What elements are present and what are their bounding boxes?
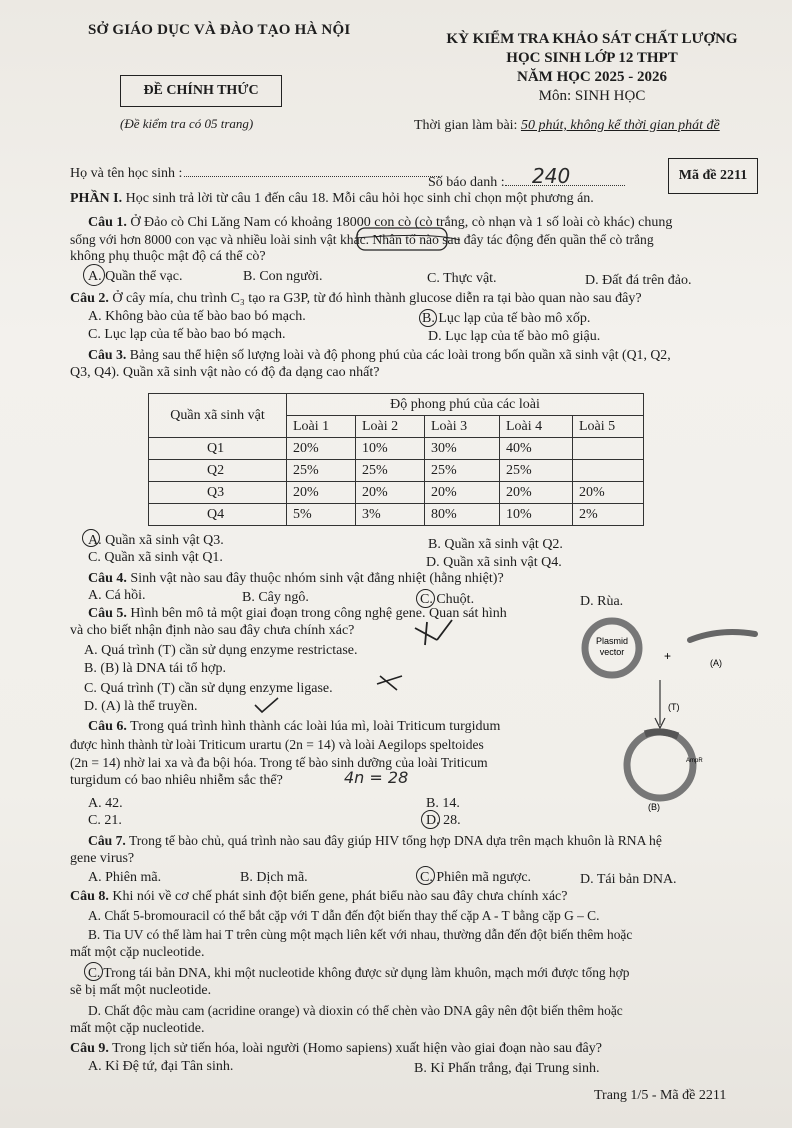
q6-option-d: D. 28.	[426, 813, 461, 828]
page-footer: Trang 1/5 - Mã đề 2211	[594, 1088, 727, 1103]
q6-line1	[88, 718, 500, 735]
q7-option-b: B. Dịch mã.	[240, 870, 308, 885]
q7-line1	[88, 832, 662, 849]
q8-option-b-line1: B. Tia UV có thể làm hai T trên cùng một mạch liên kết với nhau, thường dẫn đến đột biến thêm hoặc	[88, 927, 633, 942]
q6-line3: (2n = 14) nhờ lai xa và đa bội hóa. Trong tế bào sinh dưỡng của loài Triticum	[70, 755, 488, 770]
table-cell: 20%	[500, 482, 573, 504]
table-cell: 10%	[500, 504, 573, 526]
table-cell: 3%	[356, 504, 425, 526]
q5-line2: và cho biết nhận định nào sau đây chưa chính xác?	[70, 623, 355, 638]
q6-number: Câu 6.	[88, 719, 127, 734]
recombinant-circle	[627, 732, 693, 798]
vector-label: vector	[599, 647, 625, 657]
answer-circle-mark	[416, 866, 435, 885]
section-title: PHẦN I.	[70, 191, 123, 206]
table-cell: 25%	[425, 460, 500, 482]
department-name: SỞ GIÁO DỤC VÀ ĐÀO TẠO HÀ NỘI	[88, 22, 351, 38]
q1-option-a: A. Quần thể vạc.	[88, 269, 183, 284]
q4-option-d: D. Rùa.	[580, 594, 624, 609]
q9-line1	[70, 1040, 602, 1057]
student-id-handwritten: 240	[532, 164, 571, 188]
dna-fragment	[690, 632, 755, 640]
table-cell: 10%	[356, 438, 425, 460]
q8-option-d-line1: D. Chất độc màu cam (acridine orange) và dioxin có thể chèn vào DNA gây nên đột biến thêm hoặc	[88, 1003, 623, 1018]
table-row-label: Q1	[149, 438, 287, 460]
q5-text1: Hình bên mô tả một giai đoạn trong công nghệ gene. Quan sát hình	[130, 606, 507, 621]
table-cell: 25%	[287, 460, 356, 482]
exam-code-box: Mã đề 2211	[668, 158, 758, 194]
q4-option-c: C. Chuột.	[420, 592, 475, 607]
answer-circle-mark	[421, 810, 440, 829]
q8-option-a: A. Chất 5-bromouracil có thể bắt cặp với T dẫn đến đột biến thay thế cặp A - T bằng cặp G – C.	[88, 908, 600, 923]
q9-option-a: A. Kỉ Đệ tứ, đại Tân sinh.	[88, 1059, 234, 1074]
q7-number: Câu 7.	[88, 833, 126, 848]
q8-option-c-line1: C. Trong tái bản DNA, khi một nucleotide không được sử dụng làm khuôn, mạch mới được tổng hợp	[88, 965, 630, 980]
q7-text1: Trong tế bào chủ, quá trình nào sau đây giúp HIV tổng hợp DNA dựa trên mạch khuôn là RNA hệ	[128, 833, 662, 848]
q4-option-b: B. Cây ngô.	[242, 590, 309, 605]
table-cell: 40%	[500, 438, 573, 460]
q1-text1: Ở Đảo cò Chi Lăng Nam có khoảng 18000 con cò (cò trắng, cò nhạn và 1 số loài cò khác) chung	[130, 215, 673, 230]
subject: Môn: SINH HỌC	[538, 88, 646, 104]
plus-sign: +	[664, 649, 672, 663]
table-cell: 5%	[287, 504, 356, 526]
table-cell: 25%	[500, 460, 573, 482]
pen-box-mark	[357, 228, 447, 250]
inserted-fragment	[645, 732, 678, 736]
exam-level: HỌC SINH LỚP 12 THPT	[506, 50, 678, 66]
time-label: Thời gian làm bài:	[414, 118, 518, 133]
q2-number: Câu 2.	[70, 291, 109, 306]
q6-line4: turgidum có bao nhiêu nhiễm sắc thể?	[70, 773, 283, 788]
plasmid-label: Plasmid	[595, 636, 629, 646]
q1-number: Câu 1.	[88, 215, 127, 230]
q7-option-c: C. Phiên mã ngược.	[420, 870, 532, 885]
q6-option-a: A. 42.	[88, 796, 123, 811]
q4-text1: Sinh vật nào sau đây thuộc nhóm sinh vật đẳng nhiệt (hằng nhiệt)?	[130, 571, 504, 586]
time-value: 50 phút, không kể thời gian phát đề	[520, 118, 720, 133]
table-header-community: Quần xã sinh vật	[149, 394, 287, 438]
q5-option-d: D. (A) là thể truyền.	[84, 699, 198, 714]
table-row-label: Q4	[149, 504, 287, 526]
q9-text1: Trong lịch sử tiến hóa, loài người (Homo sapiens) xuất hiện vào giai đoạn nào sau đây?	[112, 1041, 602, 1056]
q7-option-a: A. Phiên mã.	[88, 870, 162, 885]
table-row-label: Q3	[149, 482, 287, 504]
q3-option-a: A. Quần xã sinh vật Q3.	[88, 533, 224, 548]
table-cell: 25%	[356, 460, 425, 482]
table-cell: 20%	[287, 438, 356, 460]
q8-number: Câu 8.	[70, 889, 109, 904]
q5-number: Câu 5.	[88, 606, 127, 621]
q3-option-b: B. Quần xã sinh vật Q2.	[428, 537, 563, 552]
pen-cross-mark	[415, 620, 452, 645]
section-instructions: Học sinh trả lời từ câu 1 đến câu 18. Mỗi câu hỏi học sinh chỉ chọn một phương án.	[125, 191, 594, 206]
student-id-label: Số báo danh :	[428, 175, 505, 190]
pages-note: (Đề kiểm tra có 05 trang)	[120, 116, 254, 131]
q6-option-b: B. 14.	[426, 796, 460, 811]
q2-option-a: A. Không bào của tế bào bao bó mạch.	[88, 309, 306, 324]
q6-option-c: C. 21.	[88, 813, 122, 828]
q7-option-d: D. Tái bản DNA.	[580, 872, 677, 887]
exam-title: KỲ KIỂM TRA KHẢO SÁT CHẤT LƯỢNG	[446, 31, 738, 47]
gene-figure	[560, 610, 780, 820]
official-badge: ĐỀ CHÍNH THỨC	[120, 75, 282, 107]
label-a: (A)	[710, 658, 722, 668]
label-t: (T)	[668, 702, 680, 712]
q1-option-d: D. Đất đá trên đảo.	[585, 273, 692, 288]
pen-check-mark	[255, 698, 278, 712]
table-header-abundance: Độ phong phú của các loài	[287, 394, 644, 416]
q3-option-d: D. Quần xã sinh vật Q4.	[426, 555, 562, 570]
q5-option-c: C. Quá trình (T) cần sử dụng enzyme ligase.	[84, 681, 333, 696]
q2-text1: Ở cây mía, chu trình C₃ tạo ra G3P, từ đó hình thành glucose diễn ra tại bào quan nào sau đây?	[112, 291, 642, 306]
table-cell: 20%	[287, 482, 356, 504]
table-row-label: Q2	[149, 460, 287, 482]
q4-option-a: A. Cá hồi.	[88, 588, 146, 603]
q6-text1: Trong quá trình hình thành các loài lúa mì, loài Triticum turgidum	[130, 719, 501, 734]
q6-line2: được hình thành từ loài Triticum urartu (2n = 14) và loài Aegilops speltoides	[70, 737, 484, 752]
q5-option-b: B. (B) là DNA tái tổ hợp.	[84, 661, 226, 676]
q3-number: Câu 3.	[88, 347, 127, 362]
q2-option-b: B. Lục lạp của tế bào mô xốp.	[422, 311, 591, 326]
table-species-cell: Loài 1	[287, 416, 356, 438]
table-cell: 20%	[356, 482, 425, 504]
pen-cross-mark	[377, 676, 402, 690]
school-year: NĂM HỌC 2025 - 2026	[517, 69, 667, 85]
amp-label: AmpR	[686, 758, 703, 764]
q3-text1: Bảng sau thể hiện số lượng loài và độ phong phú của các loài trong bốn quần xã sinh vật (Q1, Q2,	[129, 347, 671, 362]
q8-text1: Khi nói về cơ chế phát sinh đột biến gene, phát biểu nào sau đây chưa chính xác?	[112, 889, 568, 904]
table-cell: 2%	[573, 504, 644, 526]
q2-option-c: C. Lục lạp của tế bào bao bó mạch.	[88, 327, 286, 342]
table-species-cell: Loài 2	[356, 416, 425, 438]
table-species-cell: Loài 3	[425, 416, 500, 438]
q1-line2: sống với hơn 8000 con vạc và nhiều loài sinh vật khác. Nhân tố nào sau đây tác động đến quần thể cò trắng	[70, 232, 654, 247]
table-cell: 20%	[573, 482, 644, 504]
q1-option-c: C. Thực vật.	[427, 271, 497, 286]
pen-underline	[355, 235, 460, 240]
q8-option-b-line2: mất một cặp nucleotide.	[70, 945, 205, 960]
table-cell: 30%	[425, 438, 500, 460]
q8-option-c-line2: sẽ bị mất một nucleotide.	[70, 983, 212, 998]
q6-handwritten-note: 4n = 28	[344, 768, 409, 787]
q1-line3: không phụ thuộc mật độ cá thể cò?	[70, 249, 266, 264]
q9-option-b: B. Kỉ Phấn trắng, đại Trung sinh.	[414, 1061, 600, 1076]
q2-option-d: D. Lục lạp của tế bào mô giậu.	[428, 329, 601, 344]
table-species-cell: Loài 4	[500, 416, 573, 438]
table-cell: 80%	[425, 504, 500, 526]
q8-option-d-line2: mất một cặp nucleotide.	[70, 1021, 205, 1036]
q3-line2: Q3, Q4). Quần xã sinh vật nào có độ đa dạng cao nhất?	[70, 365, 380, 380]
student-name-label: Họ và tên học sinh :	[70, 166, 183, 181]
q5-option-a: A. Quá trình (T) cần sử dụng enzyme restrictase.	[84, 643, 358, 658]
answer-circle-mark	[84, 962, 103, 981]
q3-option-c: C. Quần xã sinh vật Q1.	[88, 550, 223, 565]
label-b: (B)	[648, 802, 660, 812]
table-species-cell: Loài 5	[573, 416, 644, 438]
q7-line2: gene virus?	[70, 851, 135, 866]
q1-option-b: B. Con người.	[243, 269, 323, 284]
q8-line1	[70, 888, 567, 905]
q9-number: Câu 9.	[70, 1041, 109, 1056]
table-cell: 20%	[425, 482, 500, 504]
q4-number: Câu 4.	[88, 571, 127, 586]
